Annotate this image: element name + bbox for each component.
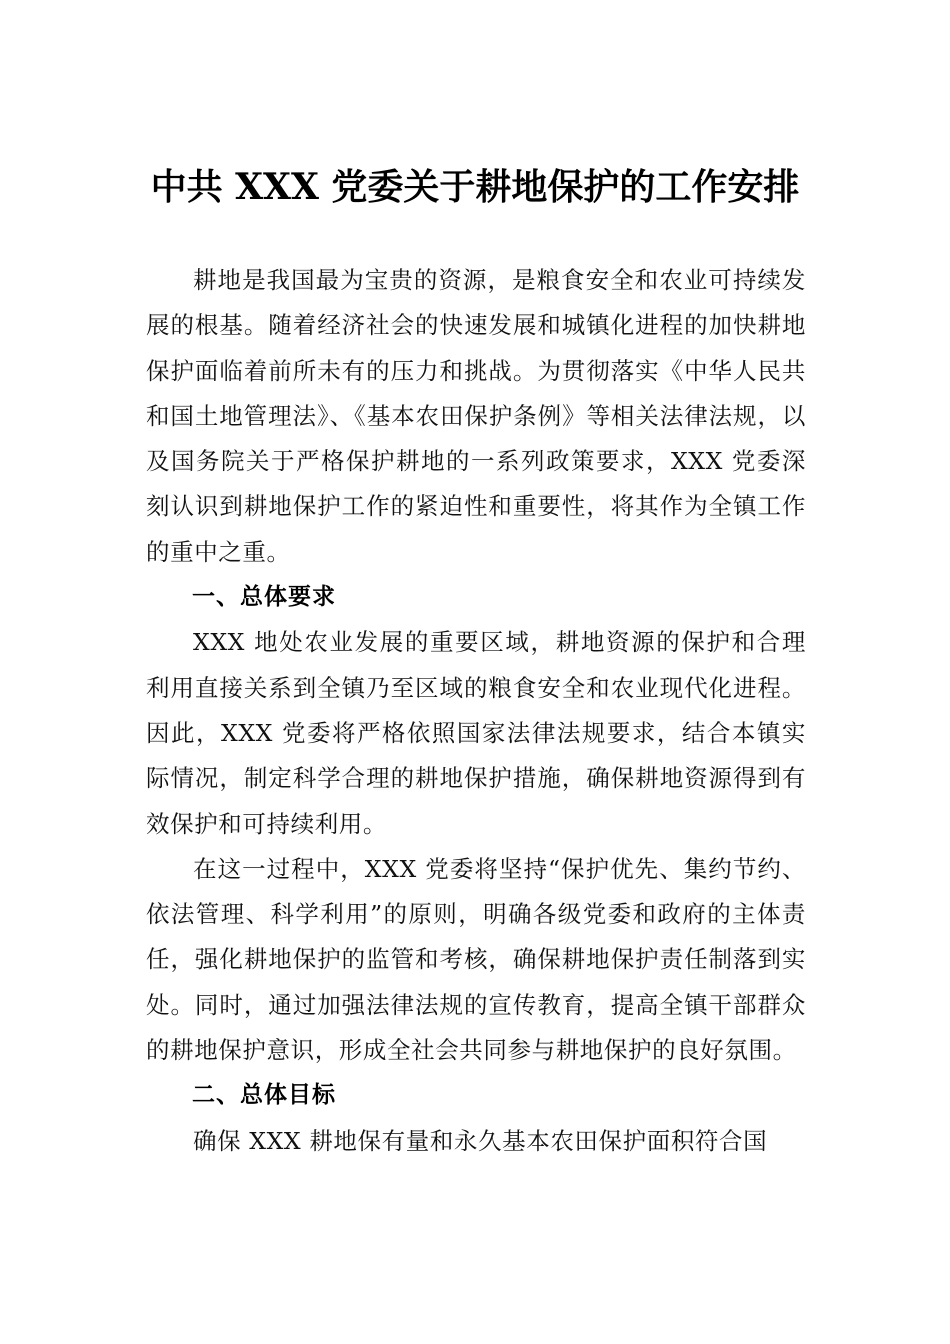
section-heading-general-goals: 二、总体目标 (192, 1082, 336, 1109)
requirements-paragraph-2: 在这一过程中，XXX 党委将坚持“保护优先、集约节约、依法管理、科学利用”的原则，明确各级党委和政府的主体责任，强化耕地保护的监管和考核，确保耕地保护责任制落到实处。同时，通过加强法律法规的宣传教育，提高全镇干部群众的耕地保护意识，形成全社会共同参与耕地保护的良好氛围。 (146, 854, 806, 1065)
document-title: 中共 XXX 党委关于耕地保护的工作安排 (150, 166, 800, 208)
document-body (146, 258, 806, 1164)
intro-paragraph: 耕地是我国最为宝贵的资源，是粮食安全和农业可持续发展的根基。随着经济社会的快速发展和城镇化进程的加快耕地保护面临着前所未有的压力和挑战。为贯彻落实《中华人民共和国土地管理法》、《基本农田保护条例》等相关法律法规，以及国务院关于严格保护耕地的一系列政策要求，XXX 党委深刻认识到耕地保护工作的紧迫性和重要性，将其作为全镇工作的重中之重。 (146, 266, 806, 566)
section-heading-general-requirements: 一、总体要求 (192, 584, 336, 611)
requirements-paragraph-1: XXX 地处农业发展的重要区域，耕地资源的保护和合理利用直接关系到全镇乃至区域的粮食安全和农业现代化进程。因此，XXX 党委将严格依照国家法律法规要求，结合本镇实际情况，制定科学合理的耕地保护措施，确保耕地资源得到有效保护和可持续利用。 (146, 628, 806, 838)
goals-paragraph-1: 确保 XXX 耕地保有量和永久基本农田保护面积符合国 (193, 1126, 768, 1155)
